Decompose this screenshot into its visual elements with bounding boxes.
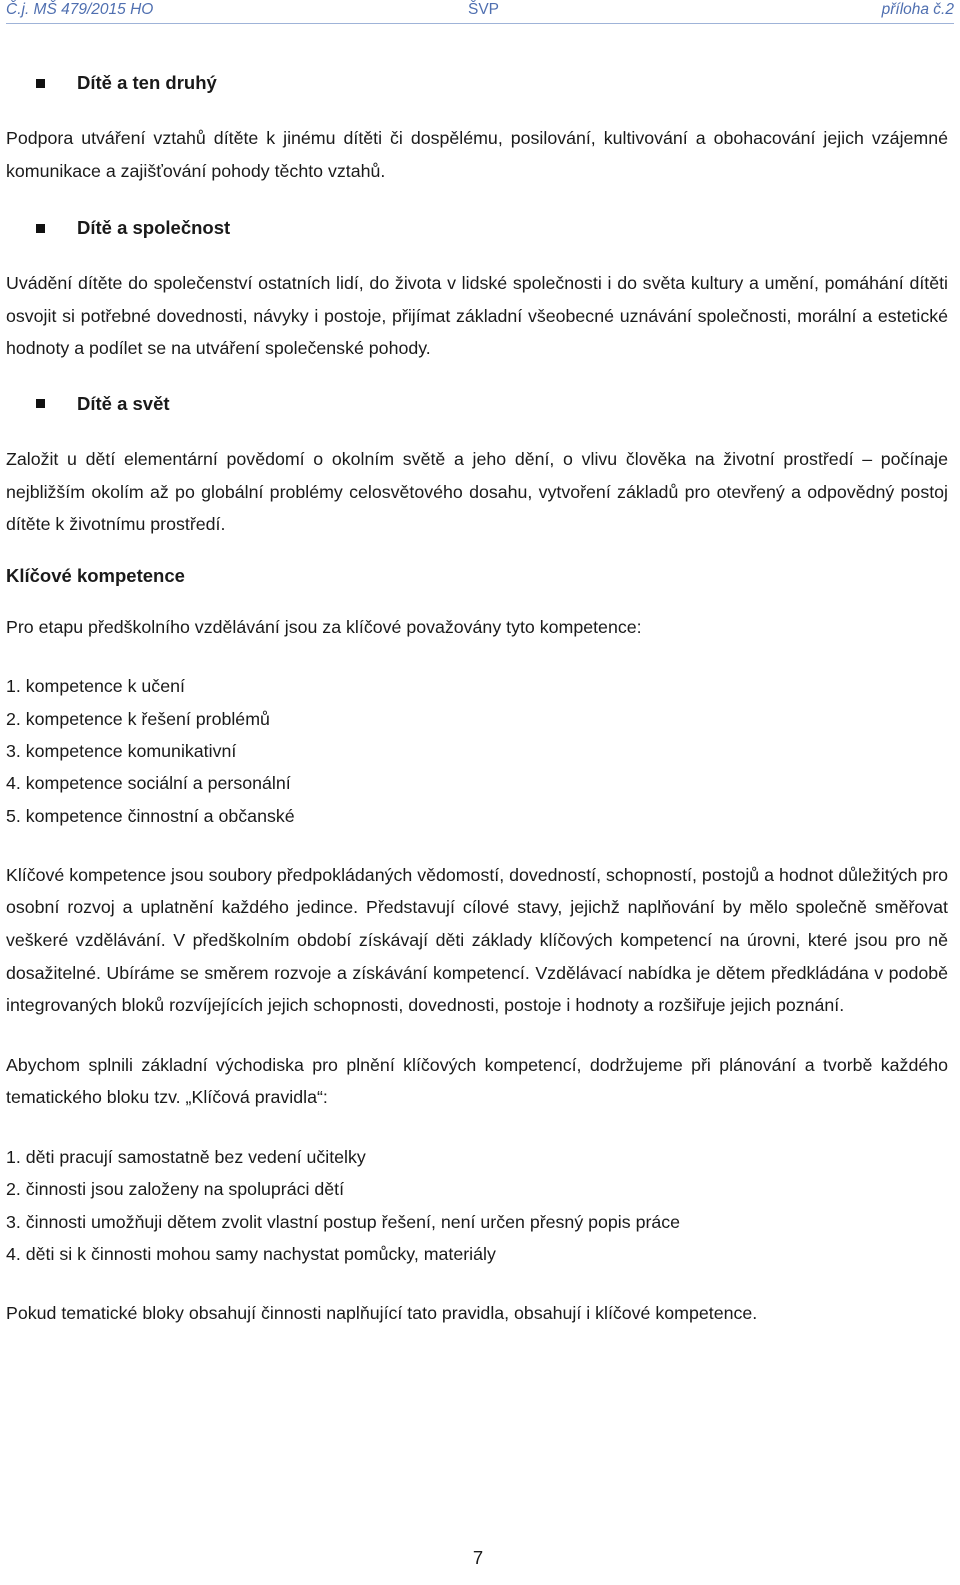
page-content xyxy=(6,66,948,1330)
kompetence-paragraph: Klíčové kompetence jsou soubory předpokládaných vědomostí, dovedností, schopností, postojů a hodnot důležitých pro osobní rozvoj a uplatnění každého jedince. Představují cílové stavy, jejichž naplňování by mělo společně směřovat veškeré vzdělávání. V předškolním období získávají děti základy klíčových kompetencí na úrovni, které jsou pro ně dosažitelné. Ubíráme se směrem rozvoje a získávání kompetencí. Vzdělávací nabídka je dětem předkládána v podobě integrovaných bloků rozvíjejících jejich schopnosti, dovednosti, postoje i hodnoty a rozšiřuje jejich poznání. xyxy=(6,864,948,1016)
list-item: 3. kompetence komunikativní xyxy=(6,740,237,761)
list-item: 1. děti pracují samostatně bez vedení učitelky xyxy=(6,1146,366,1167)
heading-dite-a-svet xyxy=(36,387,948,421)
list-item: 2. kompetence k řešení problémů xyxy=(6,708,270,729)
closing-paragraph: Pokud tematické bloky obsahují činnosti naplňující tato pravidla, obsahují i klíčové kompetence. xyxy=(6,1303,758,1324)
paragraph-dite-a-svet: Založit u dětí elementární povědomí o okolním světě a jeho dění, o vlivu člověka na životní prostředí – počínaje nejbližším okolím až po globální problémy celosvětového dosahu, vytvoření základů pro otevřený a odpovědný postoj dítěte k životnímu prostředí. xyxy=(6,448,948,535)
square-bullet-icon xyxy=(36,79,45,88)
kompetence-intro: Pro etapu předškolního vzdělávání jsou za klíčové považovány tyto kompetence: xyxy=(6,616,642,637)
list-item: 3. činnosti umožňuji dětem zvolit vlastní postup řešení, není určen přesný popis práce xyxy=(6,1211,681,1232)
list-item: 4. kompetence sociální a personální xyxy=(6,773,291,794)
rules-intro: Abychom splnili základní východiska pro plnění klíčových kompetencí, dodržujeme při plánování a tvorbě každého tematického bloku tzv. „Klíčová pravidla“: xyxy=(6,1054,948,1108)
list-item: 5. kompetence činnostní a občanské xyxy=(6,805,295,826)
heading-text: Dítě a společnost xyxy=(77,216,231,238)
page-header xyxy=(6,0,954,22)
square-bullet-icon xyxy=(36,399,45,408)
heading-text: Dítě a svět xyxy=(77,392,170,414)
kompetence-list xyxy=(6,670,948,831)
heading-dite-a-ten-druhy xyxy=(36,66,948,100)
rules-list xyxy=(6,1141,948,1270)
paragraph-dite-a-ten-druhy: Podpora utváření vztahů dítěte k jinému dítěti či dospělému, posilování, kultivování a obohacování jejich vzájemné komunikace a zajišťování pohody těchto vztahů. xyxy=(6,128,948,181)
section-title-klicove-kompetence: Klíčové kompetence xyxy=(6,564,185,586)
list-item: 2. činnosti jsou založeny na spolupráci dětí xyxy=(6,1179,345,1200)
square-bullet-icon xyxy=(36,224,45,233)
header-attachment: příloha č.2 xyxy=(881,1,954,18)
paragraph-dite-a-spolecnost: Uvádění dítěte do společenství ostatních lidí, do života v lidské společnosti i do světa kultury a umění, pomáhání dítěti osvojit si potřebné dovednosti, návyky i postoje, přijímat základní všeobecné uznávání společnosti, morální a estetické hodnoty a podílet se na utváření společenské pohody. xyxy=(6,273,948,359)
header-divider xyxy=(6,23,954,24)
list-item: 1. kompetence k učení xyxy=(6,676,185,697)
heading-dite-a-spolecnost xyxy=(36,211,948,245)
list-item: 4. děti si k činnosti mohou samy nachystat pomůcky, materiály xyxy=(6,1243,496,1264)
header-reference: Č.j. MŠ 479/2015 HO xyxy=(6,1,154,18)
heading-text: Dítě a ten druhý xyxy=(77,71,217,93)
page-number: 7 xyxy=(472,1547,484,1568)
header-document-type: ŠVP xyxy=(468,1,500,18)
